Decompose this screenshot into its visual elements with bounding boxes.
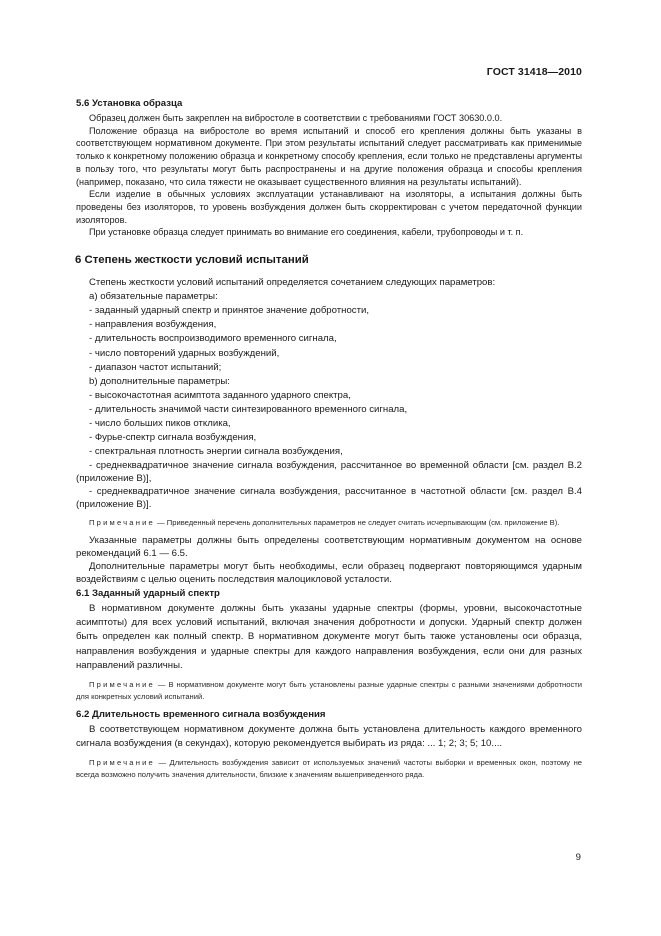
note-label: Примечание (89, 679, 155, 689)
section-6-additional: Дополнительные параметры могут быть необходимы, если образец подвергают повторяющимся ударным воздействиям с целью оценить последствия малоцикловой усталости. (76, 561, 582, 586)
list-b-item: - высокочастотная асимптота заданного ударного спектра, (89, 389, 351, 401)
list-a-item: - длительность воспроизводимого временного сигнала, (89, 333, 337, 345)
section-5-6-p1: Образец должен быть закреплен на вибростоле в соответствии с требованиями ГОСТ 30630.0.0. (89, 113, 503, 123)
section-6-intro: Степень жесткости условий испытаний определяется сочетанием следующих параметров: (89, 277, 496, 289)
page-body (76, 97, 582, 786)
list-b-item: - длительность значимой части синтезированного временного сигнала, (89, 403, 408, 415)
note-text: — Приведенный перечень дополнительных параметров не следует считать исчерпывающим (см. приложение В). (154, 518, 560, 528)
list-b-item: - среднеквадратичное значение сигнала возбуждения, рассчитанное в частотной области [см. раздел В.4 (приложение В)]. (76, 486, 582, 511)
section-6-2-p1: В соответствующем нормативном документе должна быть установлена длительность каждого временного сигнала возбуждения (в секундах), которую рекомендуется выбирать из ряда: ... 1; 2; 3; 5; 10.... (76, 723, 582, 749)
list-a-item: - диапазон частот испытаний; (89, 361, 222, 373)
list-b-item: - число больших пиков отклика, (89, 417, 231, 429)
list-b-item: - спектральная плотность энергии сигнала возбуждения, (89, 446, 343, 458)
note-6-1 (76, 517, 582, 529)
list-a-item: - направления возбуждения, (89, 319, 217, 331)
list-b-item: - Фурье-спектр сигнала возбуждения, (89, 432, 257, 444)
section-5-6-title: 5.6 Установка образца (76, 98, 183, 109)
page-number: 9 (575, 852, 581, 863)
list-b-label: b) дополнительные параметры: (89, 375, 230, 387)
list-a-item: - число повторений ударных возбуждений, (89, 347, 280, 359)
section-5-6-p2: Положение образца на вибростоле во время испытаний и способ его крепления должны быть указаны в соответствующем нормативном документе. При этом результаты испытаний следует рассматривать как применимые только к конкретному положению образца и конкретному способу крепления, если только не представлены аргументы в пользу того, что результаты могут быть распространены и на другие положения образца и способы крепления (например, показано, что сила тяжести не оказывает существенного влияния на результаты испытаний). (76, 125, 582, 187)
section-6-specified: Указанные параметры должны быть определены соответствующим нормативным документом на основе рекомендаций 6.1 — 6.5. (76, 535, 582, 560)
list-a-item: - заданный ударный спектр и принятое значение добротности, (89, 305, 370, 317)
note-label: Примечание (89, 518, 155, 528)
note-6-2 (76, 757, 582, 781)
note-text: — В нормативном документе могут быть установлены разные ударные спектры с разными значениями добротности для конкретных условий испытаний. (76, 679, 582, 701)
section-5-6-p3: Если изделие в обычных условиях эксплуатации устанавливают на изоляторы, а испытания должны быть проведены без изоляторов, то уровень возбуждения должен быть скорректирован с учетом передаточной функции изоляторов. (76, 189, 582, 225)
note-text: — Длительность возбуждения зависит от используемых значений частоты выборки и временных окон, поэтому не всегда возможно получить значения длительности, близкие к значениям вышеприведенного ряда. (76, 757, 582, 779)
list-b-item: - среднеквадратичное значение сигнала возбуждения, рассчитанное во временной области [см. раздел В.2 (приложение В)], (76, 460, 582, 485)
note-6-1-b (76, 679, 582, 703)
section-6-2-title: 6.2 Длительность временного сигнала возбуждения (76, 708, 326, 720)
document-header-id: ГОСТ 31418—2010 (486, 66, 582, 78)
section-5-6-p4: При установке образца следует принимать во внимание его соединения, кабели, трубопроводы и т. п. (89, 227, 524, 238)
note-label: Примечание (89, 757, 155, 767)
section-6-title: 6 Степень жесткости условий испытаний (75, 254, 309, 267)
section-6-1-title: 6.1 Заданный ударный спектр (76, 588, 220, 600)
section-6-1-p1: В нормативном документе должны быть указаны ударные спектры (формы, уровни, высокочастотные асимптоты) для всех условий испытаний, включая значения добротности и допуски. Ударный спектр должен быть определен как полный спектр. В нормативном документе могут быть также установлены оси образца, направления возбуждения и ударные спектры для каждого направления возбуждения, если они для разных направлений различны. (76, 603, 582, 671)
list-a-label: а) обязательные параметры: (89, 291, 218, 303)
